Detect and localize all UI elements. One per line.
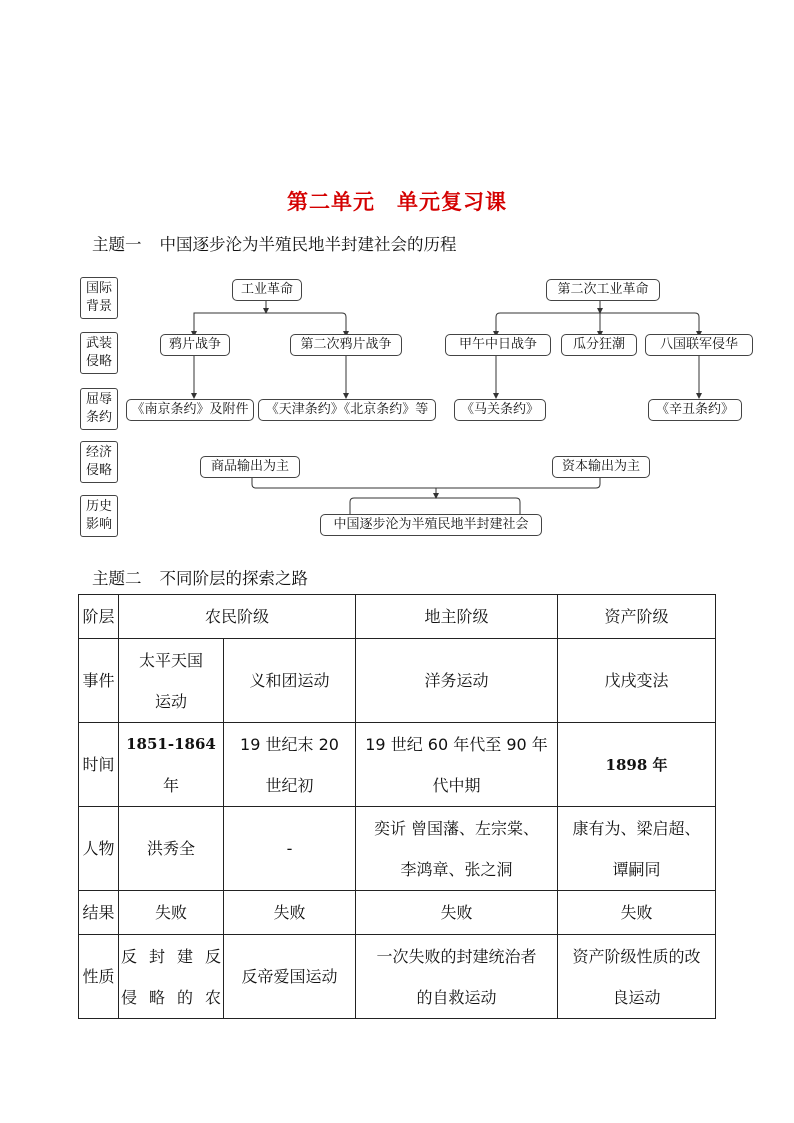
theme2-label: 主题二: [92, 569, 142, 588]
node-commodity-export: 商品输出为主: [200, 456, 300, 478]
history-flow-diagram: [0, 0, 794, 560]
node-treaty-tianjin-beijing: 《天津条约》《北京条约》等: [258, 399, 436, 421]
header-peasant: 农民阶级: [119, 595, 356, 639]
row-label-treaties: 屈辱 条约: [80, 388, 118, 430]
cell-taiping-result: 失败: [119, 891, 224, 935]
header-bourgeois: 资产阶级: [558, 595, 716, 639]
row-header-result: 结果: [79, 891, 119, 935]
theme1-label: 主题一: [92, 235, 142, 254]
node-opium-war: 鸦片战争: [160, 334, 230, 356]
cell-boxer-people: -: [224, 807, 356, 891]
cell-reform-event: 戊戌变法: [558, 639, 716, 723]
row-header-class: 阶层: [79, 595, 119, 639]
cell-taiping-time: 1851-1864 年: [119, 723, 224, 807]
cell-reform-result: 失败: [558, 891, 716, 935]
cell-taiping-event: 太平天国 运动: [119, 639, 224, 723]
node-treaty-nanjing: 《南京条约》及附件: [126, 399, 254, 421]
connector: [252, 476, 600, 488]
node-capital-export: 资本输出为主: [552, 456, 650, 478]
cell-westernization-nature: 一次失败的封建统治者 的自救运动: [356, 935, 558, 1019]
connector: [496, 313, 699, 336]
node-semi-colonial-result: 中国逐步沦为半殖民地半封建社会: [320, 514, 542, 536]
cell-westernization-people: 奕䜣 曾国藩、左宗棠、 李鸿章、张之洞: [356, 807, 558, 891]
row-header-people: 人物: [79, 807, 119, 891]
theme1-text: 中国逐步沦为半殖民地半封建社会的历程: [159, 235, 457, 254]
title-part2: 单元复习课: [397, 190, 507, 214]
connector: [350, 498, 520, 514]
node-treaty-xinchou: 《辛丑条约》: [648, 399, 742, 421]
theme2-text: 不同阶层的探索之路: [159, 569, 308, 588]
row-header-time: 时间: [79, 723, 119, 807]
node-sino-japanese-war: 甲午中日战争: [445, 334, 551, 356]
cell-taiping-people: 洪秀全: [119, 807, 224, 891]
theme2-heading: [92, 565, 308, 589]
table-row: [79, 891, 716, 935]
node-carve-up: 瓜分狂潮: [561, 334, 637, 356]
node-treaty-maguan: 《马关条约》: [454, 399, 546, 421]
node-second-opium-war: 第二次鸦片战争: [290, 334, 402, 356]
row-label-international: 国际 背景: [80, 277, 118, 319]
cell-boxer-event: 义和团运动: [224, 639, 356, 723]
table-row: [79, 807, 716, 891]
cell-taiping-nature: 反封建反 侵略的农: [119, 935, 224, 1019]
cell-reform-nature: 资产阶级性质的改 良运动: [558, 935, 716, 1019]
node-eight-nation-alliance: 八国联军侵华: [645, 334, 753, 356]
cell-boxer-time: 19 世纪末 20 世纪初: [224, 723, 356, 807]
cell-westernization-event: 洋务运动: [356, 639, 558, 723]
cell-reform-time: 1898 年: [558, 723, 716, 807]
connector: [194, 313, 346, 336]
table-row: [79, 935, 716, 1019]
node-industrial-revolution: 工业革命: [232, 279, 302, 301]
cell-westernization-time: 19 世纪 60 年代至 90 年 代中期: [356, 723, 558, 807]
table-row: [79, 639, 716, 723]
table-row: [79, 595, 716, 639]
row-label-armed-aggression: 武装 侵略: [80, 332, 118, 374]
row-label-economic: 经济 侵略: [80, 441, 118, 483]
node-second-industrial-revolution: 第二次工业革命: [546, 279, 660, 301]
row-header-nature: 性质: [79, 935, 119, 1019]
cell-boxer-nature: 反帝爱国运动: [224, 935, 356, 1019]
cell-boxer-result: 失败: [224, 891, 356, 935]
header-landlord: 地主阶级: [356, 595, 558, 639]
row-label-impact: 历史 影响: [80, 495, 118, 537]
cell-reform-people: 康有为、梁启超、 谭嗣同: [558, 807, 716, 891]
table-row: [79, 723, 716, 807]
exploration-table: [78, 594, 716, 1019]
cell-westernization-result: 失败: [356, 891, 558, 935]
title-part1: 第二单元: [287, 190, 375, 214]
row-header-events: 事件: [79, 639, 119, 723]
